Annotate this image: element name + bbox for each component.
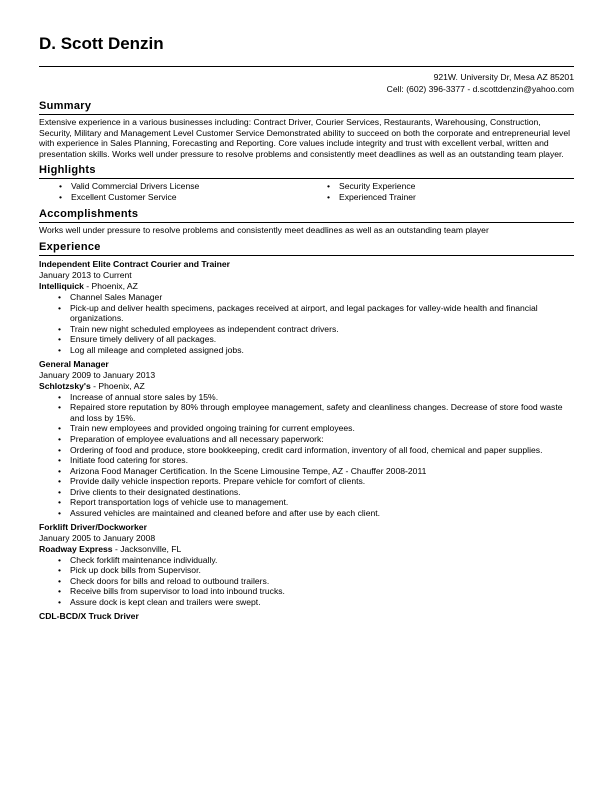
duty-item: • Arizona Food Manager Certification. In the Scene Limousine Tempe, AZ - Chauffer 2008-2011: [53, 466, 574, 477]
duty-item: • Ensure timely delivery of all packages.: [53, 334, 574, 345]
candidate-name: D. Scott Denzin: [39, 34, 164, 53]
highlight-item: • Security Experience: [325, 181, 525, 192]
highlight-item: • Excellent Customer Service: [57, 192, 325, 203]
job-title: CDL-BCD/X Truck Driver: [39, 610, 139, 621]
header-divider: [39, 66, 574, 67]
duty-item: • Train new employees and provided ongoing training for current employees.: [53, 423, 574, 434]
duty-list: [53, 292, 574, 356]
job-dates: January 2013 to Current: [39, 269, 132, 280]
duty-list: [53, 392, 574, 519]
contact-phone-email: Cell: (602) 396-3377 - d.scottdenzin@yahoo.com: [386, 84, 574, 94]
employer-name: Intelliquick: [39, 280, 84, 291]
accomplishments-heading: Accomplishments: [39, 208, 139, 221]
experience-heading: Experience: [39, 240, 101, 253]
summary-text: Extensive experience in a various businesses including: Contract Driver, Courier Services, Restaurants, Warehousing, Construction, Security, Military and Management Level Customer Service Demonstrated ability to succeed on both the corporate and entrepreneurial level with experience in Sales Planning, Forecasting and Reporting. Core values include integrity and trust with excellent verbal, written and presentation skills. Works well under pressure to resolve problems and consistently meet deadlines as well as an outstanding team player.: [39, 117, 571, 159]
duty-item: • Report transportation logs of vehicle use to management.: [53, 497, 574, 508]
job-title: Independent Elite Contract Courier and Trainer: [39, 258, 231, 269]
duty-item: • Repaired store reputation by 80% through employee management, safety and cleanliness changes. Decrease of store food waste and loss by 15%.: [53, 402, 574, 423]
duty-item: • Pick up dock bills from Supervisor.: [53, 565, 574, 576]
job-title: General Manager: [39, 358, 109, 369]
duty-item: • Channel Sales Manager: [53, 292, 574, 303]
duty-item: • Ordering of food and produce, store bookkeeping, credit card information, inventory of all food, chemical and paper supplies.: [53, 445, 574, 456]
employer-location: - Phoenix, AZ: [83, 280, 138, 291]
contact-address: 921W. University Dr, Mesa AZ 85201: [433, 72, 574, 82]
duty-item: • Provide daily vehicle inspection reports. Prepare vehicle for comfort of clients.: [53, 476, 574, 487]
highlight-item: • Experienced Trainer: [325, 192, 525, 203]
duty-list: [53, 555, 574, 608]
highlights-section: [39, 164, 574, 203]
job-employer-line: [39, 281, 574, 292]
duty-item: • Pick-up and deliver health specimens, packages received at airport, and legal packages for valley-wide health and financial organizations.: [53, 303, 574, 324]
duty-item: • Check forklift maintenance individually.: [53, 555, 574, 566]
employer-location: - Phoenix, AZ: [90, 380, 145, 391]
contact-block: [39, 71, 574, 95]
highlights-heading: Highlights: [39, 164, 96, 177]
job-dates: January 2009 to January 2013: [39, 369, 156, 380]
duty-item: • Train new night scheduled employees as independent contract drivers.: [53, 324, 574, 335]
duty-item: • Drive clients to their designated destinations.: [53, 487, 574, 498]
job-entry: [39, 611, 574, 622]
accomplishments-section: [39, 208, 574, 236]
section-divider: [39, 255, 574, 256]
duty-item: • Assure dock is kept clean and trailers were swept.: [53, 597, 574, 608]
employer-name: Schlotzsky's: [39, 380, 91, 391]
highlights-grid: [57, 181, 574, 203]
duty-item: • Assured vehicles are maintained and cleaned before and after use by each client.: [53, 508, 574, 519]
job-entry: [39, 359, 574, 519]
highlight-item: • Valid Commercial Drivers License: [57, 181, 325, 192]
duty-item: • Initiate food catering for stores.: [53, 455, 574, 466]
duty-item: • Log all mileage and completed assigned jobs.: [53, 345, 574, 356]
employer-name: Roadway Express: [39, 543, 113, 554]
job-entry: [39, 522, 574, 608]
section-divider: [39, 114, 574, 115]
job-employer-line: [39, 381, 574, 392]
employer-location: - Jacksonville, FL: [112, 543, 182, 554]
section-divider: [39, 222, 574, 223]
highlights-right-list: [325, 181, 525, 203]
duty-item: • Preparation of employee evaluations and all necessary paperwork:: [53, 434, 574, 445]
highlights-left-list: [57, 181, 325, 203]
job-entry: [39, 259, 574, 356]
duty-item: • Check doors for bills and reload to outbound trailers.: [53, 576, 574, 587]
job-dates: January 2005 to January 2008: [39, 532, 156, 543]
duty-item: • Increase of annual store sales by 15%.: [53, 392, 574, 403]
experience-section: [39, 241, 574, 622]
accomplishments-text: Works well under pressure to resolve problems and consistently meet deadlines as well as an outstanding team player: [39, 225, 489, 236]
section-divider: [39, 178, 574, 179]
job-employer-line: [39, 544, 574, 555]
duty-item: • Receive bills from supervisor to load into inbound trucks.: [53, 586, 574, 597]
summary-heading: Summary: [39, 100, 92, 112]
summary-section: [39, 100, 574, 159]
job-title: Forklift Driver/Dockworker: [39, 521, 147, 532]
